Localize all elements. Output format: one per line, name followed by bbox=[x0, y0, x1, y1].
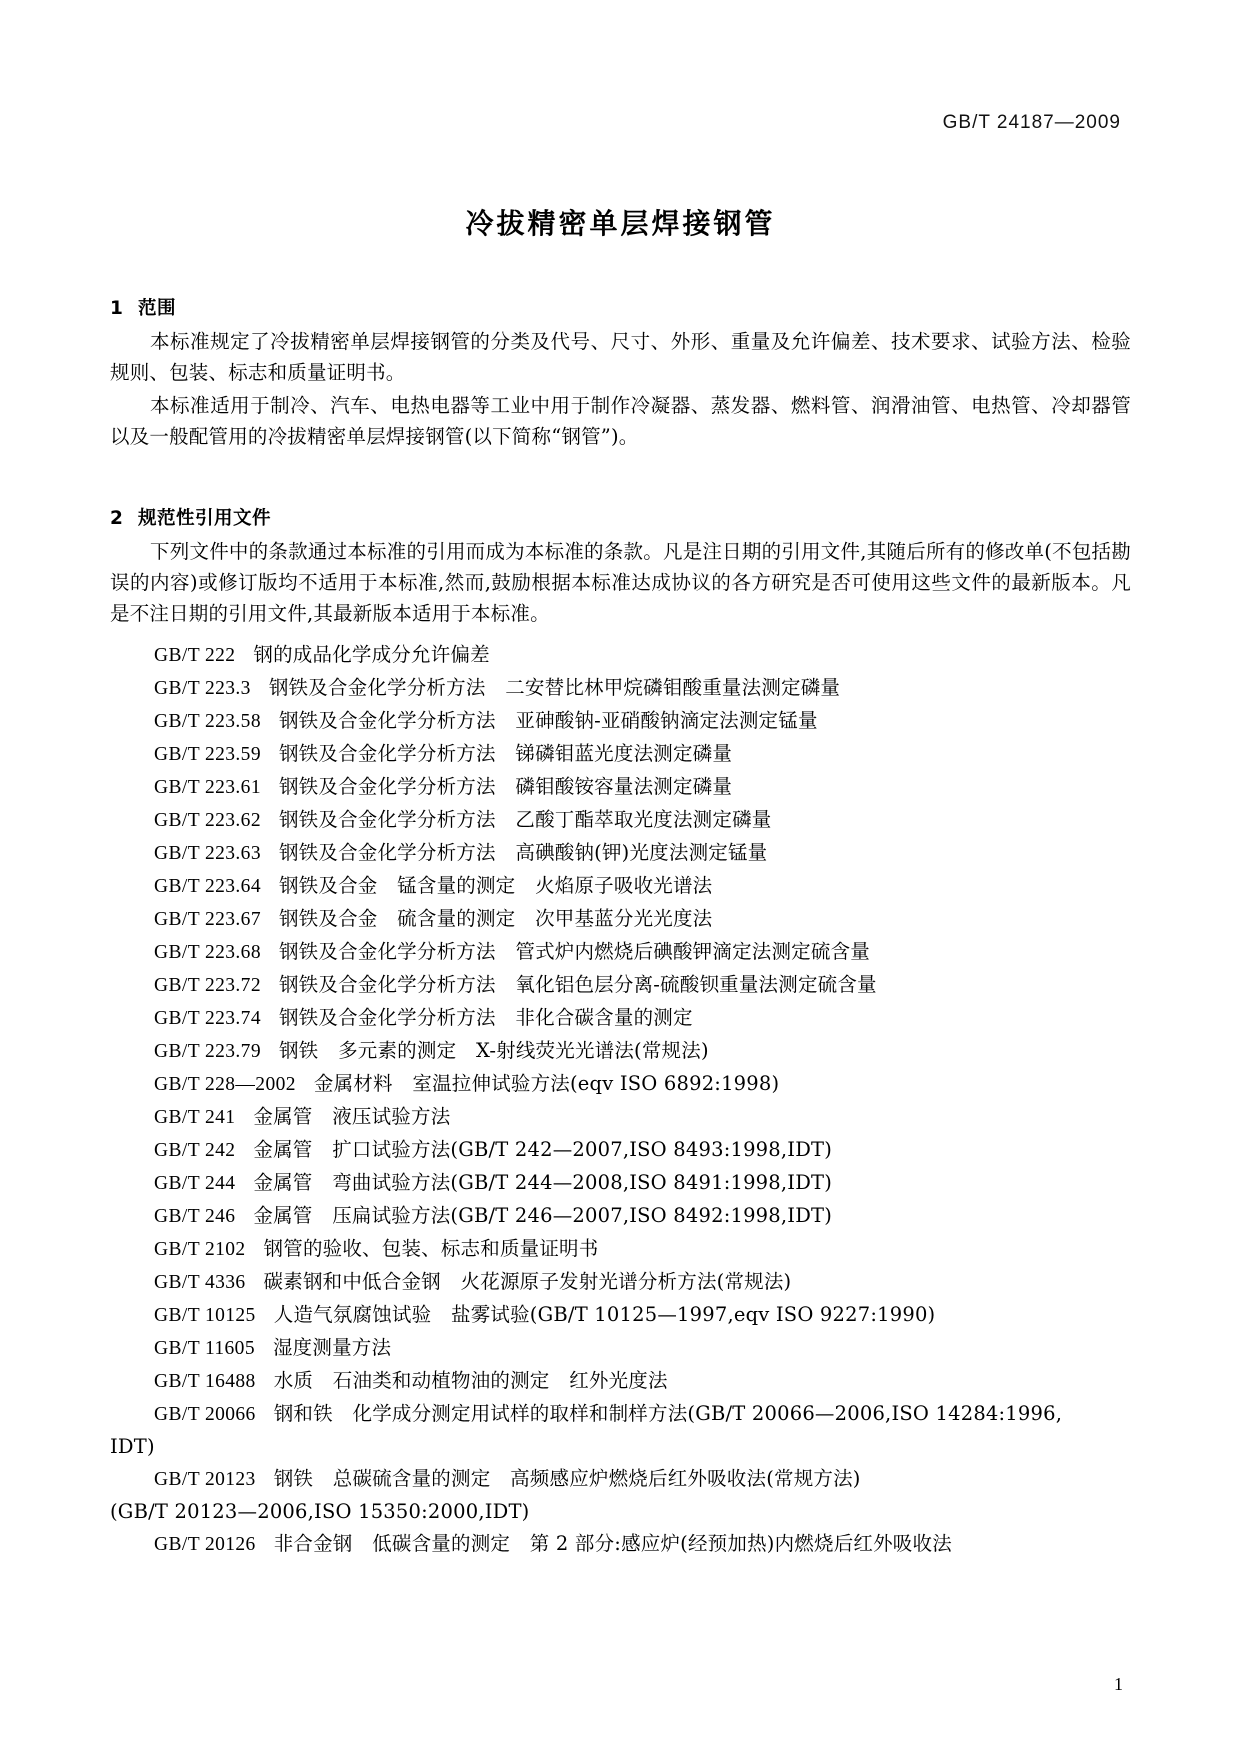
reference-item bbox=[110, 1068, 1131, 1101]
reference-list bbox=[110, 639, 1131, 1561]
section-title-1: 范围 bbox=[138, 298, 177, 319]
reference-text: 钢铁及合金 硫含量的测定 次甲基蓝分光光度法 bbox=[278, 907, 713, 930]
section-number-2: 2 bbox=[110, 508, 124, 529]
reference-code: GB/T 223.79 bbox=[154, 1041, 261, 1062]
reference-code: GB/T 10125 bbox=[154, 1305, 256, 1326]
reference-item bbox=[110, 705, 1131, 738]
scope-paragraph-2: 本标准适用于制冷、汽车、电热电器等工业中用于制作冷凝器、蒸发器、燃料管、润滑油管、电热管、冷却器管以及一般配管用的冷拔精密单层焊接钢管(以下简称“钢管”)。 bbox=[110, 394, 1131, 448]
reference-item bbox=[110, 1134, 1131, 1167]
reference-text: 金属管 弯曲试验方法(GB/T 244—2008,ISO 8491:1998,IDT) bbox=[253, 1171, 833, 1194]
reference-code: GB/T 244 bbox=[154, 1173, 236, 1194]
reference-code: GB/T 241 bbox=[154, 1107, 236, 1128]
reference-text: 钢铁 总碳硫含量的测定 高频感应炉燃烧后红外吸收法(常规方法) bbox=[273, 1467, 861, 1490]
reference-code: GB/T 223.3 bbox=[154, 678, 251, 699]
reference-text: 钢的成品化学成分允许偏差 bbox=[253, 643, 490, 666]
reference-code: GB/T 20123 bbox=[154, 1469, 256, 1490]
reference-code: GB/T 223.58 bbox=[154, 711, 261, 732]
reference-code: GB/T 242 bbox=[154, 1140, 236, 1161]
reference-code: GB/T 222 bbox=[154, 645, 236, 666]
reference-item bbox=[110, 639, 1131, 672]
reference-item bbox=[110, 903, 1131, 936]
reference-code: GB/T 223.63 bbox=[154, 843, 261, 864]
reference-code: GB/T 223.64 bbox=[154, 876, 261, 897]
reference-text: 钢铁及合金化学分析方法 锑磷钼蓝光度法测定磷量 bbox=[278, 742, 733, 765]
reference-item bbox=[110, 1398, 1131, 1431]
section-heading-normative-references bbox=[110, 504, 1131, 530]
page-number: 1 bbox=[1114, 1674, 1123, 1694]
reference-item bbox=[110, 1463, 1131, 1496]
reference-item bbox=[110, 1233, 1131, 1266]
reference-item bbox=[110, 837, 1131, 870]
reference-text: 钢管的验收、包装、标志和质量证明书 bbox=[263, 1237, 599, 1260]
reference-text: 钢铁及合金化学分析方法 非化合碳含量的测定 bbox=[278, 1006, 693, 1029]
reference-text: 金属材料 室温拉伸试验方法(eqv ISO 6892:1998) bbox=[313, 1072, 780, 1095]
reference-code: GB/T 20126 bbox=[154, 1534, 256, 1555]
reference-item bbox=[110, 1200, 1131, 1233]
reference-text: 金属管 液压试验方法 bbox=[253, 1105, 451, 1128]
standard-code-header: GB/T 24187—2009 bbox=[942, 112, 1121, 133]
reference-text: 钢铁及合金化学分析方法 亚砷酸钠-亚硝酸钠滴定法测定锰量 bbox=[278, 709, 818, 732]
reference-item bbox=[110, 969, 1131, 1002]
reference-text: 金属管 压扁试验方法(GB/T 246—2007,ISO 8492:1998,IDT) bbox=[253, 1204, 833, 1227]
reference-item bbox=[110, 1266, 1131, 1299]
reference-item-continuation: IDT) bbox=[110, 1435, 155, 1458]
reference-item bbox=[110, 738, 1131, 771]
reference-text: 水质 石油类和动植物油的测定 红外光度法 bbox=[273, 1369, 668, 1392]
reference-item bbox=[110, 1528, 1131, 1561]
reference-item bbox=[110, 870, 1131, 903]
reference-item-continuation: (GB/T 20123—2006,ISO 15350:2000,IDT) bbox=[110, 1500, 530, 1523]
reference-text: 钢铁及合金化学分析方法 氧化铝色层分离-硫酸钡重量法测定硫含量 bbox=[278, 973, 877, 996]
reference-text: 非合金钢 低碳含量的测定 第 2 部分:感应炉(经预加热)内燃烧后红外吸收法 bbox=[273, 1532, 952, 1555]
reference-item bbox=[110, 1299, 1131, 1332]
reference-code: GB/T 223.61 bbox=[154, 777, 261, 798]
reference-text: 钢铁 多元素的测定 X-射线荧光光谱法(常规法) bbox=[278, 1039, 709, 1062]
section-heading-scope bbox=[110, 294, 1131, 320]
reference-text: 钢铁及合金化学分析方法 高碘酸钠(钾)光度法测定锰量 bbox=[278, 841, 768, 864]
reference-item bbox=[110, 936, 1131, 969]
reference-code: GB/T 223.59 bbox=[154, 744, 261, 765]
normative-references-paragraph: 下列文件中的条款通过本标准的引用而成为本标准的条款。凡是注日期的引用文件,其随后所有的修改单(不包括勘误的内容)或修订版均不适用于本标准,然而,鼓励根据本标准达成协议的各方研究是否可使用这些文件的最新版本。凡是不注日期的引用文件,其最新版本适用于本标准。 bbox=[110, 540, 1131, 625]
reference-text: 金属管 扩口试验方法(GB/T 242—2007,ISO 8493:1998,IDT) bbox=[253, 1138, 833, 1161]
reference-code: GB/T 223.74 bbox=[154, 1008, 261, 1029]
reference-item bbox=[110, 1167, 1131, 1200]
page-title: 冷拔精密单层焊接钢管 bbox=[465, 207, 776, 240]
reference-code: GB/T 246 bbox=[154, 1206, 236, 1227]
reference-text: 钢和铁 化学成分测定用试样的取样和制样方法(GB/T 20066—2006,ISO 14284:1996, bbox=[273, 1402, 1063, 1425]
section-number-1: 1 bbox=[110, 298, 124, 319]
reference-code: GB/T 223.72 bbox=[154, 975, 261, 996]
scope-paragraph-1: 本标准规定了冷拔精密单层焊接钢管的分类及代号、尺寸、外形、重量及允许偏差、技术要求、试验方法、检验规则、包装、标志和质量证明书。 bbox=[110, 330, 1131, 384]
reference-text: 碳素钢和中低合金钢 火花源原子发射光谱分析方法(常规法) bbox=[263, 1270, 792, 1293]
reference-item bbox=[110, 1365, 1131, 1398]
reference-text: 钢铁及合金 锰含量的测定 火焰原子吸收光谱法 bbox=[278, 874, 713, 897]
reference-item bbox=[110, 1101, 1131, 1134]
reference-item bbox=[110, 1035, 1131, 1068]
reference-text: 湿度测量方法 bbox=[272, 1336, 392, 1359]
reference-code: GB/T 4336 bbox=[154, 1272, 246, 1293]
reference-code: GB/T 223.62 bbox=[154, 810, 261, 831]
reference-text: 钢铁及合金化学分析方法 磷钼酸铵容量法测定磷量 bbox=[278, 775, 733, 798]
reference-code: GB/T 228—2002 bbox=[154, 1074, 296, 1095]
reference-code: GB/T 223.68 bbox=[154, 942, 261, 963]
reference-text: 钢铁及合金化学分析方法 乙酸丁酯萃取光度法测定磷量 bbox=[278, 808, 772, 831]
reference-item bbox=[110, 804, 1131, 837]
reference-text: 钢铁及合金化学分析方法 管式炉内燃烧后碘酸钾滴定法测定硫含量 bbox=[278, 940, 870, 963]
reference-item bbox=[110, 1332, 1131, 1365]
reference-item bbox=[110, 672, 1131, 705]
reference-text: 人造气氛腐蚀试验 盐雾试验(GB/T 10125—1997,eqv ISO 9227:1990) bbox=[273, 1303, 936, 1326]
reference-code: GB/T 20066 bbox=[154, 1404, 256, 1425]
reference-code: GB/T 2102 bbox=[154, 1239, 246, 1260]
reference-code: GB/T 223.67 bbox=[154, 909, 261, 930]
reference-text: 钢铁及合金化学分析方法 二安替比林甲烷磷钼酸重量法测定磷量 bbox=[268, 676, 841, 699]
section-title-2: 规范性引用文件 bbox=[138, 508, 272, 529]
reference-item bbox=[110, 1002, 1131, 1035]
reference-code: GB/T 11605 bbox=[154, 1338, 255, 1359]
reference-code: GB/T 16488 bbox=[154, 1371, 256, 1392]
reference-item bbox=[110, 771, 1131, 804]
